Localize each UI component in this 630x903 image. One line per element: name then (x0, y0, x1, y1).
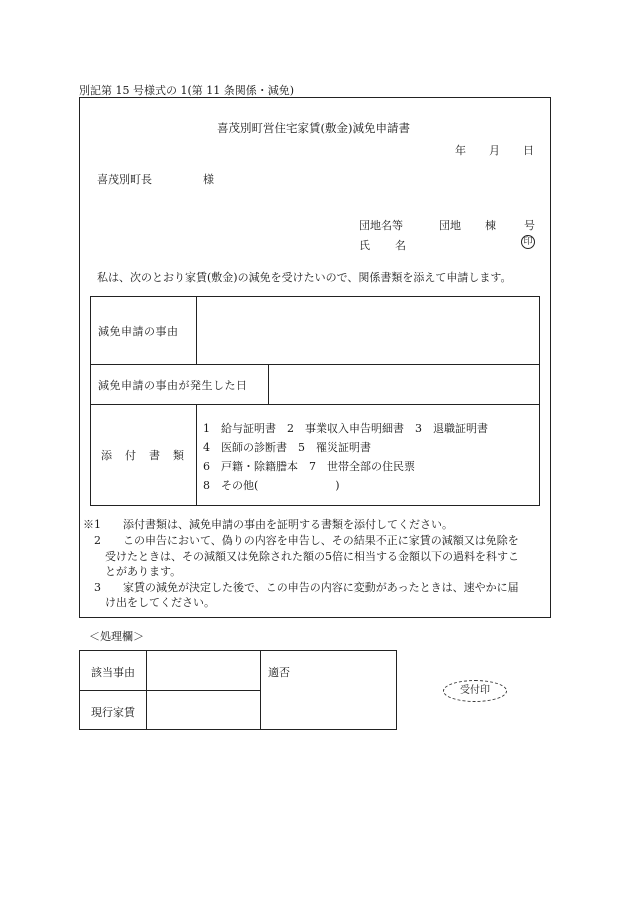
attachment-line-2: 4 医師の診断書 5 罹災証明書 (203, 441, 371, 454)
application-statement: 私は、次のとおり家賃(敷金)の減免を受けたいので、関係書類を添えて申請します。 (97, 271, 512, 284)
occurrence-date-label: 減免申請の事由が発生した日 (98, 379, 248, 392)
number-label: 号 (524, 219, 535, 232)
current-rent-label: 現行家賃 (91, 706, 135, 719)
seal-mark: 印 (521, 235, 535, 249)
attachments-label: 添 付 書 類 (101, 449, 185, 462)
suitability-label: 適否 (268, 666, 290, 679)
note-2-line-1: 2 この申告において、偽りの内容を申告し、その結果不正に家賃の減額又は免除を (83, 534, 519, 547)
table-divider-1 (90, 364, 540, 365)
table-col-divider-1 (196, 296, 197, 364)
occurrence-date-input[interactable] (270, 366, 538, 402)
form-title: 喜茂別町営住宅家賃(敷金)減免申請書 (217, 121, 410, 135)
proc-divider-h (79, 690, 260, 691)
attachment-line-3: 6 戸籍・除籍謄本 7 世帯全部の住民票 (203, 460, 415, 473)
reason-input[interactable] (198, 298, 538, 362)
attachment-line-4: 8 その他( ) (203, 479, 340, 492)
reason-label: 減免申請の事由 (98, 325, 179, 338)
note-3-line-1: 3 家賃の減免が決定した後で、この申告の内容に変動があったときは、速やかに届 (83, 581, 519, 594)
note-1: ※1 添付書類は、減免申請の事由を証明する書類を添付してください。 (83, 518, 453, 531)
note-2-line-2: 受けたときは、その減額又は免除された額の5倍に相当する金額以下の過料を科すこ (83, 550, 519, 563)
name-label-2: 名 (395, 239, 406, 252)
form-number-label: 別記第 15 号様式の 1(第 11 条関係・減免) (79, 84, 295, 97)
applicable-reason-label: 該当事由 (91, 666, 135, 679)
attachment-line-1: 1 給与証明書 2 事業収入申告明細書 3 退職証明書 (203, 422, 488, 435)
table-col-divider-3 (196, 404, 197, 506)
complex-value: 団地 (439, 219, 461, 232)
building-label: 棟 (485, 219, 496, 232)
table-col-divider-2 (268, 364, 269, 404)
note-3-line-2: け出をしてください。 (83, 596, 215, 609)
receipt-stamp: 受付印 (443, 680, 507, 702)
name-label-1: 氏 (359, 239, 370, 252)
note-2-line-3: とがあります。 (83, 565, 182, 578)
addressee-honorific: 様 (203, 173, 214, 186)
addressee-name: 喜茂別町長 (97, 173, 152, 186)
proc-divider-v2 (260, 650, 261, 730)
table-divider-2 (90, 404, 540, 405)
date-month: 月 (489, 144, 500, 157)
proc-divider-v1 (146, 650, 147, 730)
date-day: 日 (523, 144, 534, 157)
date-year: 年 (455, 144, 466, 157)
processing-title: ＜処理欄＞ (89, 630, 144, 643)
complex-label: 団地名等 (359, 219, 403, 232)
